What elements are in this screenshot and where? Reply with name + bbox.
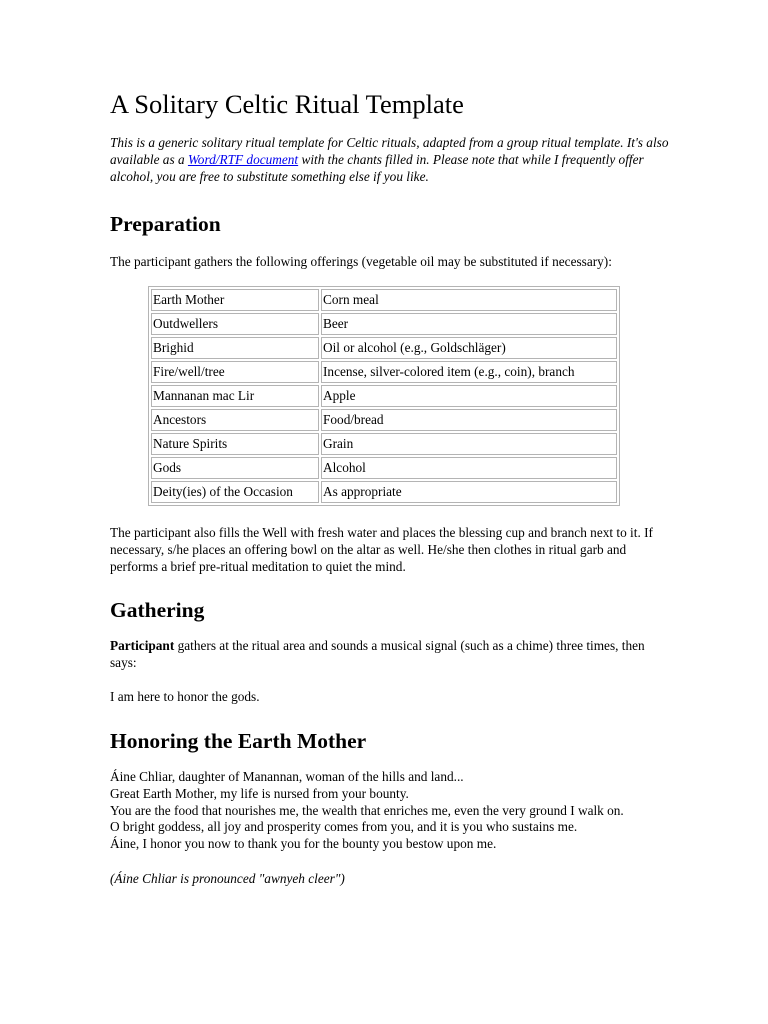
intro-text-after: with the chants filled in. Please note that while I frequently offer alcohol, you are free to substitute something else if you like. bbox=[110, 152, 644, 184]
table-row bbox=[151, 385, 617, 407]
intro-paragraph bbox=[110, 134, 670, 185]
gathering-instruction bbox=[110, 637, 670, 671]
document-page bbox=[110, 88, 670, 887]
pronunciation-note: (Áine Chliar is pronounced "awnyeh cleer") bbox=[110, 870, 345, 886]
table-row bbox=[151, 313, 617, 335]
offering-item: Apple bbox=[321, 385, 617, 407]
invocation-line: O bright goddess, all joy and prosperity comes from you, and it is you who sustains me. bbox=[110, 819, 578, 835]
invocation-line: Great Earth Mother, my life is nursed from your bounty. bbox=[110, 785, 409, 801]
offerings-table bbox=[148, 286, 620, 506]
table-row bbox=[151, 289, 617, 311]
offering-recipient: Ancestors bbox=[151, 409, 319, 431]
table-row bbox=[151, 409, 617, 431]
earth-mother-heading: Honoring the Earth Mother bbox=[110, 729, 367, 753]
word-rtf-document-link[interactable]: Word/RTF document bbox=[187, 152, 299, 167]
gathering-speech: I am here to honor the gods. bbox=[110, 689, 260, 704]
participant-label: Participant bbox=[110, 638, 175, 653]
table-row bbox=[151, 481, 617, 503]
preparation-after: The participant also fills the Well with fresh water and places the blessing cup and branch next to it. If necessary, s/he places an offering bowl on the altar as well. He/she then clothes in ritual garb and performs a brief pre-ritual meditation to quiet the mind. bbox=[110, 525, 653, 574]
offering-item: Oil or alcohol (e.g., Goldschläger) bbox=[321, 337, 617, 359]
offering-item: Corn meal bbox=[321, 289, 617, 311]
preparation-heading: Preparation bbox=[110, 212, 221, 236]
table-row bbox=[151, 457, 617, 479]
offering-item: Beer bbox=[321, 313, 617, 335]
offering-recipient: Outdwellers bbox=[151, 313, 319, 335]
offering-item: Alcohol bbox=[321, 457, 617, 479]
invocation-line: Áine Chliar, daughter of Manannan, woman of the hills and land... bbox=[110, 769, 464, 784]
table-row bbox=[151, 337, 617, 359]
intro-text-before: This is a generic solitary ritual template for Celtic rituals, adapted from a group ritual template. It's also available as a bbox=[110, 135, 669, 167]
offering-recipient: Deity(ies) of the Occasion bbox=[151, 481, 319, 503]
gathering-action: gathers at the ritual area and sounds a musical signal (such as a chime) three times, then says: bbox=[110, 638, 645, 670]
table-row bbox=[151, 433, 617, 455]
earth-mother-invocation bbox=[110, 769, 670, 853]
offering-item: Incense, silver-colored item (e.g., coin), branch bbox=[321, 361, 617, 383]
invocation-line: You are the food that nourishes me, the wealth that enriches me, even the very ground I walk on. bbox=[110, 802, 624, 818]
offering-recipient: Brighid bbox=[151, 337, 319, 359]
offering-item: Grain bbox=[321, 433, 617, 455]
page-title: A Solitary Celtic Ritual Template bbox=[110, 89, 464, 119]
offering-recipient: Gods bbox=[151, 457, 319, 479]
invocation-line: Áine, I honor you now to thank you for the bounty you bestow upon me. bbox=[110, 836, 497, 852]
offering-item: Food/bread bbox=[321, 409, 617, 431]
preparation-intro: The participant gathers the following offerings (vegetable oil may be substituted if necessary): bbox=[110, 254, 612, 269]
offering-recipient: Fire/well/tree bbox=[151, 361, 319, 383]
offering-item: As appropriate bbox=[321, 481, 617, 503]
offering-recipient: Mannanan mac Lir bbox=[151, 385, 319, 407]
table-row bbox=[151, 361, 617, 383]
gathering-heading: Gathering bbox=[110, 598, 205, 622]
offering-recipient: Nature Spirits bbox=[151, 433, 319, 455]
offering-recipient: Earth Mother bbox=[151, 289, 319, 311]
